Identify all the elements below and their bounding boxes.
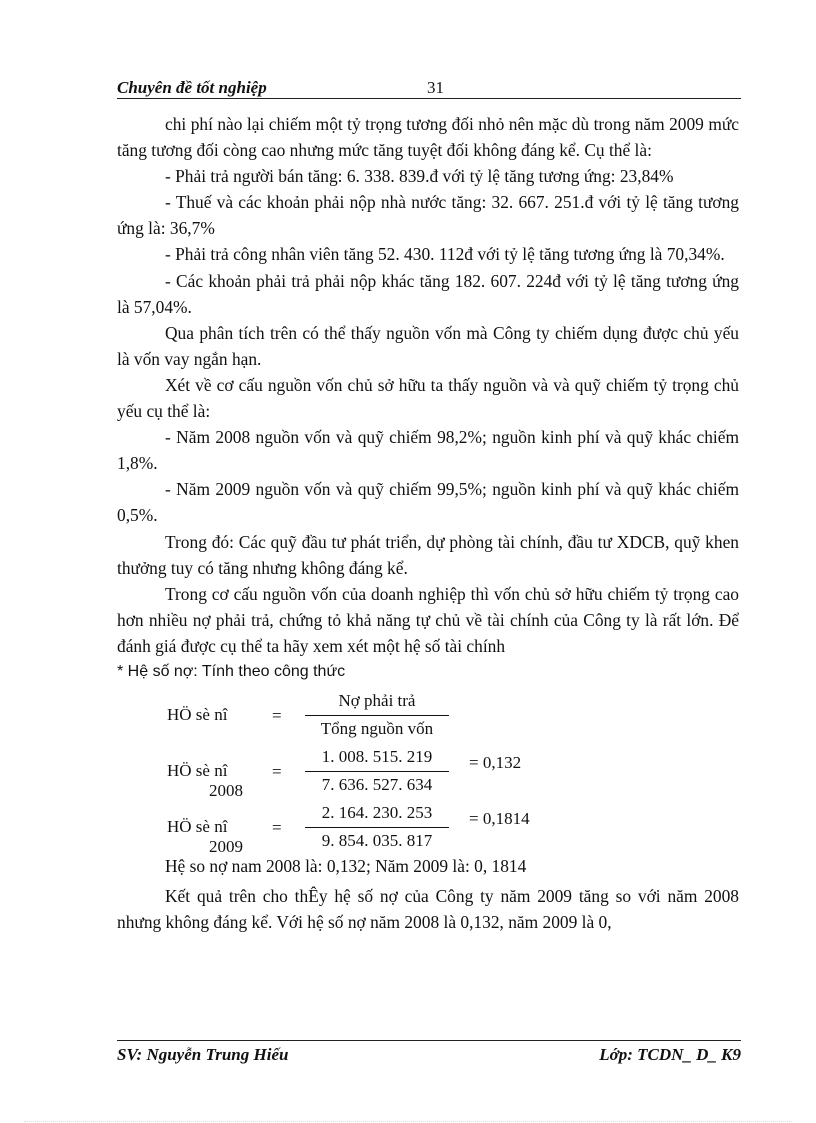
formula-intro: * Hệ số nợ: Tính theo công thức	[117, 662, 346, 680]
formula-year: 2008	[209, 781, 243, 801]
paragraph: Qua phân tích trên có thể thấy nguồn vốn mà Công ty chiếm dụng được chủ yếu là vốn vay ngắn hạn.	[117, 322, 739, 369]
closing-paragraph: Kết quả trên cho thÊy hệ số nợ của Công ty năm 2009 tăng so với năm 2008 nhưng không đáng kể. Với hệ số nợ năm 2008 là 0,132, năm 2009 là 0,	[117, 886, 739, 933]
paragraph: - Phải trả công nhân viên tăng 52. 430. 112đ với tỷ lệ tăng tương ứng là 70,34%.	[165, 244, 725, 265]
paragraph: Trong đó: Các quỹ đầu tư phát triển, dự phòng tài chính, đầu tư XDCB, quỹ khen thưởng tuy có tăng nhưng không đáng kể.	[117, 531, 739, 578]
paragraph: - Năm 2008 nguồn vốn và quỹ chiếm 98,2%; nguồn kinh phí và quỹ khác chiếm 1,8%.	[117, 427, 739, 474]
formula-year: 2009	[209, 837, 243, 857]
paragraph: - Phải trả người bán tăng: 6. 338. 839.đ với tỷ lệ tăng tương ứng: 23,84%	[165, 166, 674, 187]
fraction-bar	[305, 771, 449, 772]
paragraph: - Các khoản phải trả phải nộp khác tăng 182. 607. 224đ với tỷ lệ tăng tương ứng là 57,04%.	[117, 270, 739, 317]
paragraph: Xét về cơ cấu nguồn vốn chủ sở hữu ta thấy nguồn và và quỹ chiếm tỷ trọng chủ yếu cụ thể là:	[117, 374, 739, 422]
fraction-bar	[305, 827, 449, 828]
formula-numerator: Nợ phải trả	[338, 691, 416, 711]
paragraph: - Năm 2009 nguồn vốn và quỹ chiếm 99,5%; nguồn kinh phí và quỹ khác chiếm 0,5%.	[117, 479, 739, 526]
formula-result: = 0,132	[469, 753, 522, 773]
page-footer	[117, 1040, 741, 1065]
formula-denominator: Tổng nguồn vốn	[320, 719, 434, 739]
formula-label: HÖ sè nî	[167, 761, 228, 781]
formula-label: HÖ sè nî	[167, 705, 228, 725]
formula-2009	[117, 801, 739, 857]
formula-numerator: 2. 164. 230. 253	[321, 803, 433, 823]
formula-2008	[117, 745, 739, 801]
class-code: Lớp: TCDN_ D_ K9	[599, 1045, 741, 1064]
paragraph: - Thuế và các khoản phải nộp nhà nước tăng: 32. 667. 251.đ với tỷ lệ tăng tương ứng là: 36,7%	[117, 192, 739, 239]
equals-sign: =	[272, 706, 282, 726]
formula-label: HÖ sè nî	[167, 817, 228, 837]
document-title: Chuyên đề tốt nghiệp	[117, 78, 267, 97]
formula-denominator: 9. 854. 035. 817	[321, 831, 433, 851]
formula-denominator: 7. 636. 527. 634	[321, 775, 433, 795]
paragraph: chi phí nào lại chiếm một tỷ trọng tương đối nhỏ nên mặc dù trong năm 2009 mức tăng tương đối còng cao nhưng mức tăng tuyệt đối không đáng kể. Cụ thể là:	[117, 114, 739, 161]
page-edge-divider	[24, 1121, 792, 1122]
debt-ratio-formulas	[117, 689, 739, 857]
page-number: 31	[427, 78, 444, 97]
student-name: SV: Nguyễn Trung Hiếu	[117, 1045, 289, 1064]
summary-line: Hệ so nợ nam 2008 là: 0,132; Năm 2009 là: 0, 1814	[165, 856, 527, 877]
formula-numerator: 1. 008. 515. 219	[321, 747, 433, 767]
equals-sign: =	[272, 818, 282, 838]
equals-sign: =	[272, 762, 282, 782]
formula-general	[117, 689, 739, 745]
page-body	[117, 111, 739, 935]
page-header	[117, 76, 741, 99]
paragraph: Trong cơ cấu nguồn vốn của doanh nghiệp thì vốn chủ sở hữu chiếm tỷ trọng cao hơn nhiều nợ phải trả, chứng tỏ khả năng tự chủ về tài chính của Công ty là rất lớn. Để đánh giá được cụ thể ta hãy xem xét một hệ số tài chính	[117, 583, 739, 656]
fraction-bar	[305, 715, 449, 716]
formula-result: = 0,1814	[469, 809, 530, 829]
